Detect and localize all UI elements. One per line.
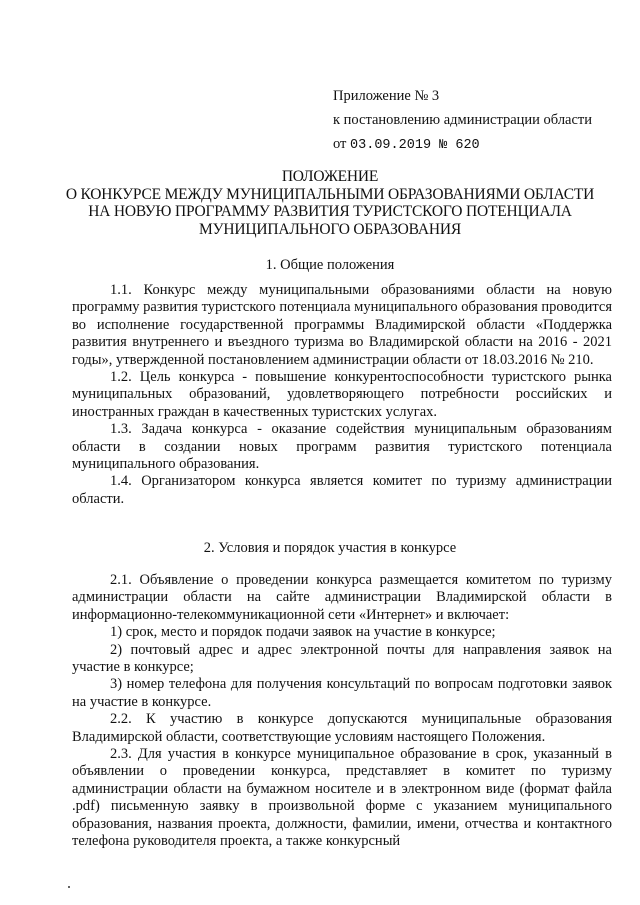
section-2-heading: 2. Условия и порядок участия в конкурсе — [203, 540, 457, 556]
paragraph-1-3: 1.3. Задача конкурса - оказание содействия муниципальным образованиям области в создании новых программ развития туристского потенциала муниципального образования. — [72, 421, 612, 473]
list-item-1: 1) срок, место и порядок подачи заявок на участие в конкурсе; — [110, 624, 496, 641]
appendix-date-line — [333, 132, 623, 158]
document-title — [40, 168, 620, 238]
appendix-number-sign: № — [431, 138, 456, 153]
appendix-date: 03.09.2019 — [350, 138, 432, 153]
paragraph-2-1: 2.1. Объявление о проведении конкурса размещается комитетом по туризму администрации области на сайте администрации Владимирской области в информационно-телекоммуникационной сети «Интернет» и включает: — [72, 572, 612, 623]
paragraph-1-2: 1.2. Цель конкурса - повышение конкурентоспособности туристского рынка муниципальных образований, удовлетворяющего потребности российских и иностранных граждан в качественных туристских услугах. — [72, 369, 612, 420]
appendix-block — [333, 84, 623, 158]
title-line-4: МУНИЦИПАЛЬНОГО ОБРАЗОВАНИЯ — [199, 220, 461, 238]
title-line-2: О КОНКУРСЕ МЕЖДУ МУНИЦИПАЛЬНЫМИ ОБРАЗОВАНИЯМИ ОБЛАСТИ — [65, 185, 595, 203]
paragraph-1-4: 1.4. Организатором конкурса является комитет по туризму администрации области. — [72, 473, 612, 507]
appendix-number: Приложение № 3 — [333, 88, 440, 104]
appendix-resolution: к постановлению администрации области — [333, 112, 593, 128]
paragraph-2-3: 2.3. Для участия в конкурсе муниципальное образование в срок, указанный в объявлении о проведении конкурса, представляет в комитет по туризму администрации области на бумажном носителе и в электронном виде (формат файла .pdf) письменную заявку в произвольной форме с указанием муниципального образования, названия проекта, должности, фамилии, имени, отчества и контактного телефона руководителя проекта, а также конкурсный — [72, 746, 612, 850]
paragraph-1-1: 1.1. Конкурс между муниципальными образованиями области на новую программу развития туристского потенциала муниципального образования проводится во исполнение государственной программы Владимирской области «Поддержка развития внутреннего и въездного туризма во Владимирской области на 2016 - 2021 годы», утвержденной постановлением администрации области от 18.03.2016 № 210. — [72, 282, 612, 368]
section-1-heading: 1. Общие положения — [265, 257, 395, 273]
section-1-body — [72, 282, 612, 508]
scan-speck — [68, 886, 70, 888]
appendix-doc-number: 620 — [455, 138, 480, 153]
title-line-1: ПОЛОЖЕНИЕ — [281, 168, 379, 185]
appendix-date-prefix: от — [333, 136, 351, 152]
list-item-2: 2) почтовый адрес и адрес электронной почты для направления заявок на участие в конкурсе; — [72, 641, 612, 676]
section-2-body — [72, 572, 612, 851]
title-line-3: НА НОВУЮ ПРОГРАММУ РАЗВИТИЯ ТУРИСТСКОГО ПОТЕНЦИАЛА — [88, 203, 572, 220]
paragraph-2-2: 2.2. К участию в конкурсе допускаются муниципальные образования Владимирской области, соответствующие условиям настоящего Положения. — [72, 711, 612, 745]
list-item-3: 3) номер телефона для получения консультаций по вопросам подготовки заявок на участие в конкурсе. — [72, 676, 612, 710]
